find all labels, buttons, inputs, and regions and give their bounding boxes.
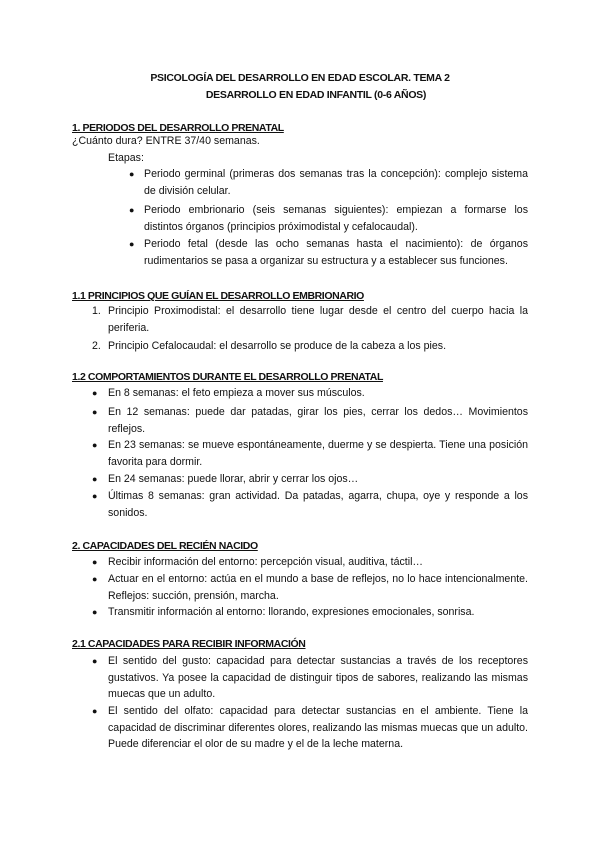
doc-title-line2: DESARROLLO EN EDAD INFANTIL (0-6 AÑOS) xyxy=(205,89,427,101)
list-item-text: Transmitir información al entorno: llorando, expresiones emocionales, sonrisa. xyxy=(108,606,475,618)
list-item-text: Recibir información del entorno: percepción visual, auditiva, táctil… xyxy=(108,556,424,568)
bullet-icon: ● xyxy=(92,706,98,716)
list-item-text: En 12 semanas: puede dar patadas, girar los pies, cerrar los dedos… Movimientos reflejos. xyxy=(108,406,528,435)
bullet-icon: ● xyxy=(92,656,98,666)
bullet-icon: ● xyxy=(92,388,98,398)
bullet-icon: ● xyxy=(92,407,98,417)
list-item-text: El sentido del olfato: capacidad para detectar sustancias en el ambiente. Tiene la capacidad de discriminar diferentes olores, realizando las mismas muecas que un adulto. Puede diferenciar el olor de su madre y el de la leche materna. xyxy=(108,705,528,750)
section-heading-2-1: 2.1 CAPACIDADES PARA RECIBIR INFORMACIÓN xyxy=(72,638,306,650)
section-heading-2: 2. CAPACIDADES DEL RECIÉN NACIDO xyxy=(72,540,258,552)
bullet-icon: ● xyxy=(92,491,98,501)
list-item-text: En 24 semanas: puede llorar, abrir y cerrar los ojos… xyxy=(108,473,359,485)
list-number: 2. xyxy=(92,340,101,352)
list-number: 1. xyxy=(92,305,101,317)
section-heading-1-1: 1.1 PRINCIPIOS QUE GUÍAN EL DESARROLLO EMBRIONARIO xyxy=(72,290,364,302)
etapas-label: Etapas: xyxy=(108,152,144,164)
section-heading-1: 1. PERIODOS DEL DESARROLLO PRENATAL xyxy=(72,122,284,134)
list-item-text: Periodo embrionario (seis semanas siguientes): empiezan a formarse los distintos órganos (principios próximodistal y cefalocaudal). xyxy=(144,204,528,233)
list-item-text: En 23 semanas: se mueve espontáneamente, duerme y se despierta. Tiene una posición favorita para dormir. xyxy=(108,439,528,468)
list-item-text: En 8 semanas: el feto empieza a mover sus músculos. xyxy=(108,387,365,399)
bullet-icon: ● xyxy=(92,607,98,617)
bullet-icon: ● xyxy=(92,440,98,450)
section-heading-1-2: 1.2 COMPORTAMIENTOS DURANTE EL DESARROLLO PRENATAL xyxy=(72,371,383,383)
bullet-icon: ● xyxy=(92,474,98,484)
bullet-icon: ● xyxy=(92,557,98,567)
bullet-icon: ● xyxy=(129,205,135,215)
list-item-text: Principio Cefalocaudal: el desarrollo se produce de la cabeza a los pies. xyxy=(108,340,447,352)
list-item-text: Últimas 8 semanas: gran actividad. Da patadas, agarra, chupa, oye y responde a los sonidos. xyxy=(108,490,528,519)
list-item-text: Periodo germinal (primeras dos semanas tras la concepción): complejo sistema de división celular. xyxy=(144,168,528,197)
bullet-icon: ● xyxy=(129,239,135,249)
doc-title-line1: PSICOLOGÍA DEL DESARROLLO EN EDAD ESCOLAR. TEMA 2 xyxy=(150,72,450,84)
bullet-icon: ● xyxy=(92,574,98,584)
list-item-text: Periodo fetal (desde las ocho semanas hasta el nacimiento): de órganos rudimentarios se pasa a organizar su estructura y a establecer sus funciones. xyxy=(144,238,528,267)
list-item-text: Principio Proximodistal: el desarrollo tiene lugar desde el centro del cuerpo hacia la periferia. xyxy=(108,305,528,334)
bullet-icon: ● xyxy=(129,169,135,179)
list-item-text: El sentido del gusto: capacidad para detectar sustancias a través de los receptores gustativos. Ya posee la capacidad de distinguir tipos de sabores, realizando las mismas muecas que un adulto. xyxy=(108,655,528,700)
duration-question: ¿Cuánto dura? ENTRE 37/40 semanas. xyxy=(72,135,260,147)
list-item-text: Actuar en el entorno: actúa en el mundo a base de reflejos, no lo hace intencionalmente. Reflejos: succión, prensión, marcha. xyxy=(108,573,528,602)
